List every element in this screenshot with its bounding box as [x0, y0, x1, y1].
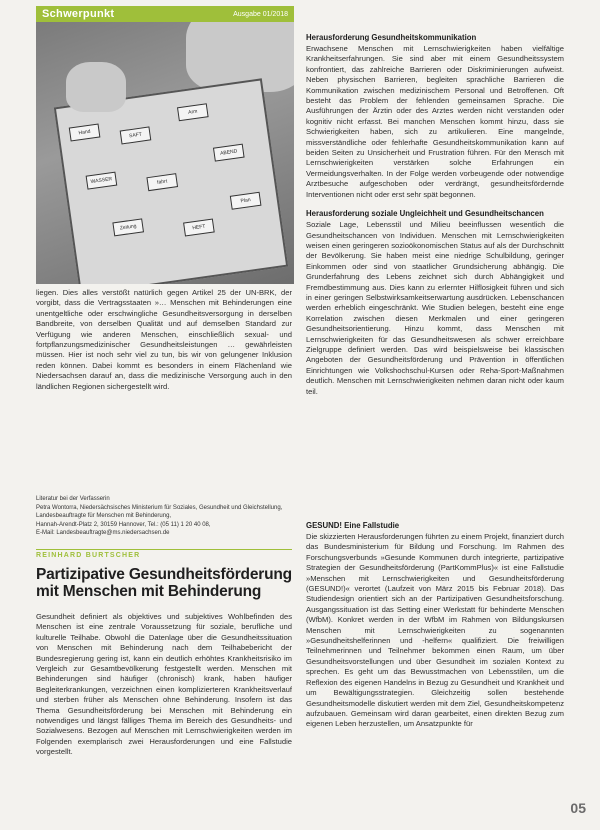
left-column-text [36, 288, 292, 392]
author-email-line: E-Mail: Landesbeauftragte@ms.niedersachsen.de [36, 530, 170, 537]
subheading: GESUND! Eine Fallstudie [306, 521, 400, 530]
divider [36, 549, 292, 550]
paragraph: Gesundheit definiert als objektives und subjektives Wohlbefinden des Menschen ist eine zentrale Voraussetzung für soziale, berufliche und kulturelle Teilhabe. Obwohl die Datenlage über die Gesundheitssituation von Menschen mit Behinderung nach dem Teilhabebericht der Bundesregierung gering ist, kann ein deutlich erhöhtes Krankheitsrisiko im Vergleich zur Gesamtbevölkerung festgestellt werden. Menschen mit Behinderungen sind häufiger (chronisch) krank, haben häufiger Begleiterkrankungen, verzeichnen einen komplizierteren Krankheitsverlauf und sterben früher als Menschen ohne Behinderung. Insofern ist das Thema Gesundheitsförderung bei Menschen mit Behinderung ein notwendiges und längst fälliges Thema im Bereich des Gesundheits- und Sozialwesens. Bezogen auf Menschen mit Lernschwierigkeiten werden im Folgenden exemplarisch zwei Herausforderungen und eine Fallstudie vorgestellt. [36, 612, 292, 757]
word-card: fahrt [146, 173, 178, 191]
page-number: 05 [570, 800, 586, 816]
issue-label: Ausgabe 01/2018 [233, 10, 288, 18]
author-address-line: Petra Wontorra, Niedersächsisches Ministerium für Soziales, Gesundheit und Gleichstellung, Landesbeauftragte für Menschen mit Behinderung, [36, 504, 283, 520]
paragraph: Erwachsene Menschen mit Lernschwierigkeiten haben vielfältige Krankheitserfahrungen. Sie sind aber mit einem Gesundheitssystem konfrontiert, das zahlreiche Barrieren oder Diskriminierungen aufweist. Neben physischen Barrieren, begleiten sprachliche Barrieren die Kommunikation zwischen medizinischem Personal und Betroffenen. Oft besteht das Problem der fehlenden gemeinsamen Sprache. Die Ausführungen der Ärztin oder des Arztes werden nicht verstanden oder kognitiv nicht erfasst. Bei manchen Menschen kommt hinzu, dass sie Schwierigkeiten haben, sich zu artikulieren. Eine mangelnde, missverständliche oder fehlerhafte Gesundheitskommunikation kann auf beiden Seiten zu Unsicherheit und Frustration führen. Für den Mensch mit Lernschwierigkeiten verstärken solche Erfahrungen ein Vermeidungsverhalten. In der Folge werden vorbeugende oder notwendige Arztbesuche aufgeschoben oder verdrängt, gesundheitsfördernde Interventionen nicht oder erst sehr spät begonnen. [306, 44, 564, 199]
word-card: Hand [69, 123, 101, 141]
word-card: Plan [230, 192, 262, 210]
case-study-text [306, 521, 564, 730]
author-address-line: Hannah-Arendt-Platz 2, 30159 Hannover, Tel.: (05 11) 1 20 40 08, [36, 521, 211, 528]
subheading: Herausforderung soziale Ungleichheit und Gesundheitschancen [306, 209, 544, 219]
word-card: SAFT [120, 126, 152, 144]
word-card: ABEND [213, 144, 245, 162]
paragraph: Die skizzierten Herausforderungen führten zu einem Projekt, finanziert durch das Bundesministerium für Bildung und Forschung. Im Rahmen des Forschungsverbunds »Gesunde Kommunen durch integrierte, partizipative Strategien der Gesundheitsförderung (PartKommPlus)« ist eine Fallstudie »Menschen mit Lernschwierigkeiten und Gesundheitsförderung (GESUND!)« verortet (Laufzeit von März 2015 bis Februar 2018). Das Studiendesign orientiert sich an der Partizipativen Gesundheitsforschung. Ausgangssituation ist das Setting einer Werkstatt für behinderte Menschen (WfbM). Konkret werden in der WfbM im Rahmen von Bildungskursen Menschen mit Lernschwierigkeiten zu sogenannten »Gesundheitshelferinnen und -helfern« qualifiziert. Die freiwilligen Teilnehmerinnen und Teilnehmer bekommen einen Raum, um über Gesundheitsvorstellungen und über Gesundheit im sozialen Kontext zu sprechen. Es geht um das Bewusstmachen von Lebensstilen, um die Reflexion des eigenen Handelns in Bezug zu Gesundheit und Krankheit und um Bewältigungsstrategien. Gleichzeitig sollen bestehende Gesundheitsmodelle diskutiert werden mit dem Ziel, Gesundheitskompetenz aufzubauen. Gemeinsam wird daran gearbeitet, einen direkten Bezug zum eigenen Leben herzustellen, um Ansatzpunkte für [306, 532, 564, 729]
hand-shape [66, 62, 126, 112]
article-author: REINHARD BURTSCHER [36, 552, 141, 559]
right-column-text [306, 33, 564, 397]
paragraph: Soziale Lage, Lebensstil und Milieu beeinflussen wesentlich die Gesundheitschancen von Individuen. Menschen mit Lernschwierigkeiten weisen einen geringeren sozioökonomischen Status auf als der Durchschnitt der Bevölkerung. Sie haben meist eine niedrige Schulbildung, geringer Einkommen oder sind von staatlicher Grundsicherung abhängig. Die Grunderfahrung des Lebens zeichnet sich durch Abhängigkeit und Fremdbestimmung aus. Dies kann zu erlernter Hilflosigkeit führen und sich in einer geringen Selbstwirksamkeitserwartung ausdrücken. Lebenschancen werden erheblich eingeschränkt. Wie Studien belegen, besteht eine enge Korrelation zwischen diesen Merkmalen und einer geringeren Gesundheitsorientierung. Hinzu kommt, dass Menschen mit Lernschwierigkeiten für das Gesundheitswesen als schwer erreichbare Zielgruppe definiert werden. Das wird beispielsweise bei klassischen Angeboten der Gesundheitsförderung und Prävention in öffentlichen Einrichtungen wie Volkshochschul-Kursen oder Reha-Sport-Maßnahmen deutlich. Menschen mit Lernschwierigkeiten nehmen daran nicht oder kaum teil. [306, 220, 564, 396]
article-intro [36, 612, 292, 758]
sources-block [36, 495, 292, 538]
article-title: Partizipative Gesundheitsförderung mit Menschen mit Behinderung [36, 566, 292, 600]
article-photo [36, 22, 294, 284]
word-card: HEFT [183, 218, 215, 236]
section-header [36, 6, 294, 22]
word-card: WASSER [86, 172, 118, 190]
section-label: Schwerpunkt [42, 8, 115, 20]
word-card: Zeitung [112, 218, 144, 236]
word-card: Arm [177, 103, 209, 121]
paragraph: liegen. Dies alles verstößt natürlich gegen Artikel 25 der UN-BRK, der vorgibt, dass die Vertragsstaaten »… Menschen mit Behinderungen eine unentgeltliche oder erschwingliche Gesundheitsversorgung in derselben Bandbreite, von derselben Qualität und auf demselben Standard zur Verfügung wie anderen Menschen, einschließlich sexual- und fortpflanzungsmedizinischer Gesundheitsleistungen … gewährleisten müssen. Hier ist noch sehr viel zu tun, bis wir von gelungener Inklusion reden können. Dabei kommt es besonders in einem Flächenland wie Niedersachsen darauf an, dass die medizinische Versorgung auch in den ländlichen Regionen sichergestellt wird. [36, 288, 292, 391]
subheading: Herausforderung Gesundheitskommunikation [306, 33, 477, 42]
sources-label: Literatur bei der Verfasserin [36, 496, 110, 502]
